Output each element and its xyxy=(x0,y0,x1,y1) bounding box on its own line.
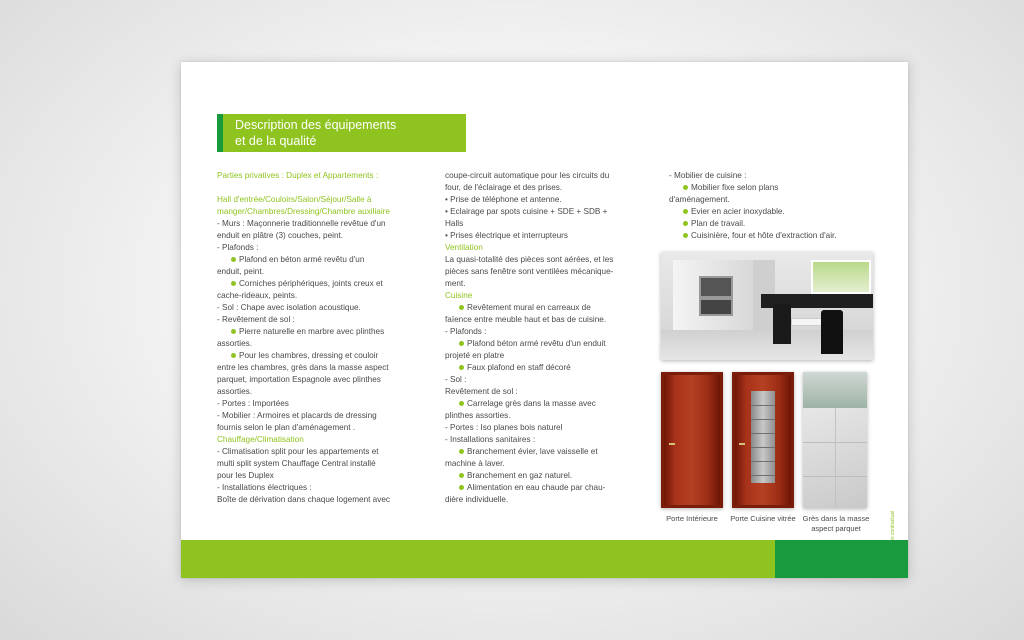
line-text: faïence entre meuble haut et bas de cuisine. xyxy=(445,315,607,324)
line-text: Carrelage grès dans la masse avec xyxy=(467,399,596,408)
line-text: - Portes : Iso planes bois naturel xyxy=(445,423,563,432)
line-text: La quasi-totalité des pièces sont aérées, et les xyxy=(445,255,614,264)
line-text: multi split system Chauffage Central installé xyxy=(217,459,376,468)
line-text: Branchement évier, lave vaisselle et xyxy=(467,447,598,456)
text-line xyxy=(217,482,413,494)
text-line xyxy=(217,422,413,434)
bullet-dot-icon xyxy=(231,257,236,262)
line-text: pour les Duplex xyxy=(217,471,274,480)
line-text: Parties privatives : Duplex et Appartements : xyxy=(217,171,379,180)
line-text: projeté en platre xyxy=(445,351,505,360)
text-line xyxy=(669,194,869,206)
text-line xyxy=(217,266,413,278)
line-text: enduit en plâtre (3) couches, peint. xyxy=(217,231,344,240)
line-text: parquet, importation Espagnole avec plinthes xyxy=(217,375,381,384)
bullet-dot-icon xyxy=(231,353,236,358)
bullet-dot-icon xyxy=(459,341,464,346)
bullet-item xyxy=(445,482,635,494)
line-text: - Mobilier de cuisine : xyxy=(669,171,747,180)
text-column-1 xyxy=(217,170,413,506)
bullet-dot-icon xyxy=(459,473,464,478)
text-line xyxy=(217,470,413,482)
bullet-item xyxy=(445,446,635,458)
line-text: cache-rideaux, peints. xyxy=(217,291,298,300)
bullet-dot-icon xyxy=(459,449,464,454)
line-text: Cuisine xyxy=(445,291,473,300)
bullet-dot-icon xyxy=(683,233,688,238)
section-title-line-2: et de la qualité xyxy=(235,134,317,148)
text-line xyxy=(217,386,413,398)
line-text: coupe-circuit automatique pour les circuits du xyxy=(445,171,610,180)
line-text: four, de l'éclairage et des prises. xyxy=(445,183,563,192)
bullet-item xyxy=(669,206,869,218)
line-text: Mobilier fixe selon plans xyxy=(691,183,779,192)
line-text: Plan de travail. xyxy=(691,219,746,228)
bullet-item xyxy=(445,470,635,482)
line-text: dière individuelle. xyxy=(445,495,509,504)
text-line xyxy=(445,410,635,422)
line-text: Branchement en gaz naturel. xyxy=(467,471,573,480)
line-text: Halls xyxy=(445,219,464,228)
bullet-dot-icon xyxy=(459,485,464,490)
line-text: - Plafonds : xyxy=(217,243,259,252)
bullet-dot-icon xyxy=(683,221,688,226)
line-text: Cuisinière, four et hôte d'extraction d'air. xyxy=(691,231,837,240)
text-line xyxy=(445,422,635,434)
line-text: pièces sans fenêtre sont ventilées mécanique- xyxy=(445,267,614,276)
line-text: - Murs : Maçonnerie traditionnelle revêtue d'un xyxy=(217,219,386,228)
line-text: Corniches périphériques, joints creux et xyxy=(239,279,383,288)
text-line xyxy=(217,290,413,302)
line-text: • Prise de téléphone et antenne. xyxy=(445,195,562,204)
text-line xyxy=(217,410,413,422)
line-text: enduit, peint. xyxy=(217,267,264,276)
text-line xyxy=(445,386,635,398)
text-line xyxy=(445,266,635,278)
text-line xyxy=(445,194,635,206)
section-title-line-1: Description des équipements xyxy=(235,118,397,132)
section-heading xyxy=(217,194,413,206)
section-heading xyxy=(217,206,413,218)
line-text: d'aménagement. xyxy=(669,195,730,204)
line-text: Faux plafond en staff décoré xyxy=(467,363,571,372)
text-line xyxy=(217,446,413,458)
text-line xyxy=(445,374,635,386)
line-text: Evier en acier inoxydable. xyxy=(691,207,785,216)
bullet-item xyxy=(217,254,413,266)
bullet-item xyxy=(445,338,635,350)
line-text: Revêtement de sol : xyxy=(445,387,518,396)
bullet-dot-icon xyxy=(459,401,464,406)
text-line xyxy=(445,254,635,266)
bullet-item xyxy=(445,362,635,374)
text-line xyxy=(445,314,635,326)
bullet-dot-icon xyxy=(231,281,236,286)
line-text: Revêtement mural en carreaux de xyxy=(467,303,591,312)
text-line xyxy=(217,314,413,326)
line-text: - Plafonds : xyxy=(445,327,487,336)
bullet-item xyxy=(217,350,413,362)
section-heading xyxy=(217,170,413,182)
text-line xyxy=(217,494,413,506)
text-line xyxy=(217,302,413,314)
brochure-page xyxy=(181,62,908,578)
line-text: - Installations électriques : xyxy=(217,483,312,492)
footer-band-lime xyxy=(181,540,775,578)
caption-tiles xyxy=(801,514,871,534)
text-line xyxy=(217,242,413,254)
text-line xyxy=(217,230,413,242)
text-line xyxy=(445,350,635,362)
section-heading xyxy=(217,434,413,446)
line-text: Boîte de dérivation dans chaque logement avec xyxy=(217,495,390,504)
caption-interior-door: Porte Intérieure xyxy=(666,514,718,523)
text-line xyxy=(445,170,635,182)
line-text: • Prises électrique et interrupteurs xyxy=(445,231,569,240)
line-text: • Eclairage par spots cuisine + SDE + SDB + xyxy=(445,207,608,216)
caption-tiles-line-1: Grès dans la masse xyxy=(802,514,870,523)
wood-look-tiles-photo xyxy=(803,372,867,508)
text-line xyxy=(445,494,635,506)
line-text: - Climatisation split pour les appartements et xyxy=(217,447,379,456)
caption-glazed-door: Porte Cuisine vitrée xyxy=(730,514,796,523)
bullet-dot-icon xyxy=(683,185,688,190)
line-text: Alimentation en eau chaude par chau- xyxy=(467,483,606,492)
bullet-item xyxy=(217,278,413,290)
line-text: machine à laver. xyxy=(445,459,505,468)
bullet-item xyxy=(445,398,635,410)
line-text: fournis selon le plan d'aménagement . xyxy=(217,423,356,432)
title-accent-bar xyxy=(217,114,223,152)
interior-door-photo xyxy=(661,372,723,508)
section-heading xyxy=(445,242,635,254)
bullet-dot-icon xyxy=(459,305,464,310)
line-text: plinthes assorties. xyxy=(445,411,511,420)
line-text: Pour les chambres, dressing et couloir xyxy=(239,351,379,360)
text-line xyxy=(217,458,413,470)
bullet-dot-icon xyxy=(231,329,236,334)
line-text: Pierre naturelle en marbre avec plinthes xyxy=(239,327,385,336)
section-title xyxy=(235,117,460,149)
paragraph-gap xyxy=(217,182,413,194)
bullet-dot-icon xyxy=(683,209,688,214)
line-text: Plafond en béton armé revêtu d'un xyxy=(239,255,365,264)
line-text: Hall d'entrée/Couloirs/Salon/Séjour/Salle à xyxy=(217,195,372,204)
line-text: - Revêtement de sol : xyxy=(217,315,295,324)
text-line xyxy=(445,434,635,446)
text-line xyxy=(445,278,635,290)
text-column-3 xyxy=(669,170,869,242)
text-line xyxy=(217,218,413,230)
text-line xyxy=(445,206,635,218)
text-line xyxy=(217,362,413,374)
line-text: - Installations sanitaires : xyxy=(445,435,536,444)
line-text: Chauffage/Climatisation xyxy=(217,435,304,444)
line-text: - Sol : xyxy=(445,375,467,384)
line-text: assorties. xyxy=(217,339,253,348)
line-text: Plafond béton armé revêtu d'un enduit xyxy=(467,339,606,348)
text-line xyxy=(445,182,635,194)
text-line xyxy=(445,458,635,470)
line-text: - Portes : Importées xyxy=(217,399,289,408)
text-line xyxy=(217,374,413,386)
line-text: manger/Chambres/Dressing/Chambre auxiliaire xyxy=(217,207,390,216)
text-line xyxy=(669,170,869,182)
text-line xyxy=(217,338,413,350)
line-text: - Sol : Chape avec isolation acoustique. xyxy=(217,303,361,312)
line-text: Ventilation xyxy=(445,243,483,252)
text-line xyxy=(445,230,635,242)
text-column-2 xyxy=(445,170,635,506)
bullet-item xyxy=(669,230,869,242)
section-title-block xyxy=(217,114,466,152)
text-line xyxy=(445,218,635,230)
kitchen-photo xyxy=(661,252,873,360)
line-text: entre les chambres, grès dans la masse aspect xyxy=(217,363,389,372)
bullet-item xyxy=(217,326,413,338)
bullet-dot-icon xyxy=(459,365,464,370)
footer-band-green xyxy=(775,540,908,578)
section-heading xyxy=(445,290,635,302)
text-line xyxy=(445,326,635,338)
line-text: assorties. xyxy=(217,387,253,396)
caption-tiles-line-2: aspect parquet xyxy=(811,524,861,533)
glazed-kitchen-door-photo xyxy=(732,372,794,508)
bullet-item xyxy=(669,182,869,194)
line-text: ment. xyxy=(445,279,466,288)
line-text: - Mobilier : Armoires et placards de dressing xyxy=(217,411,377,420)
text-line xyxy=(217,398,413,410)
bullet-item xyxy=(669,218,869,230)
bullet-item xyxy=(445,302,635,314)
